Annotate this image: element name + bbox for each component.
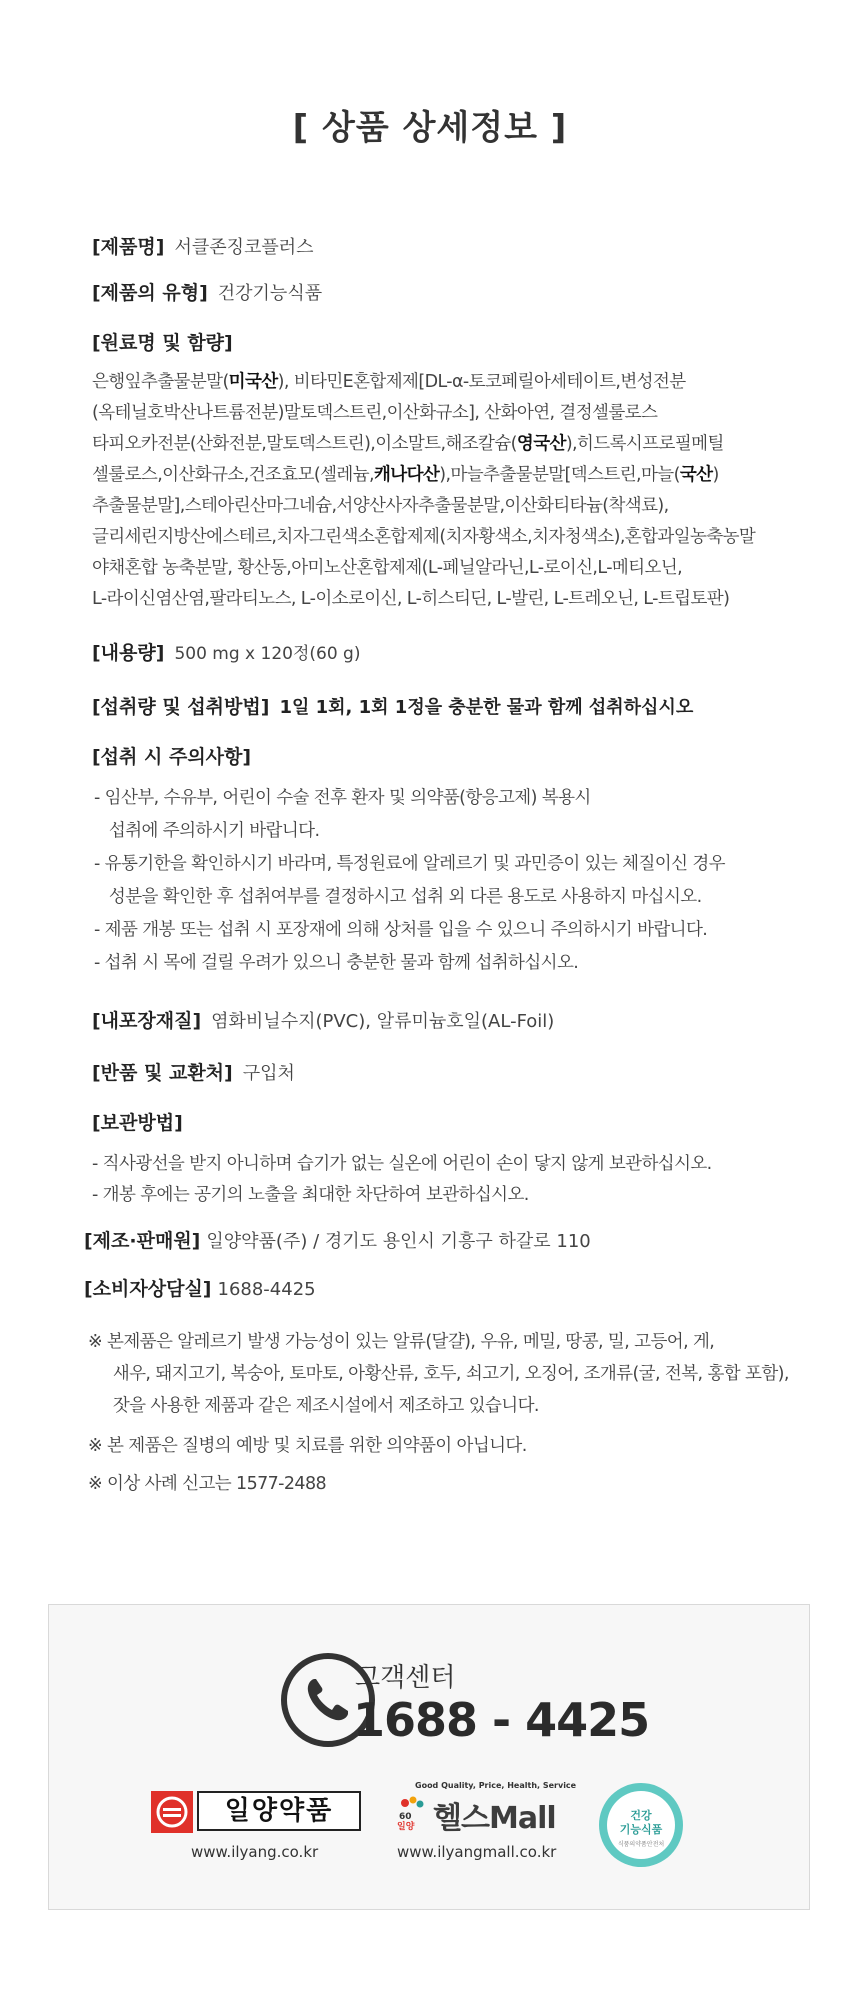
ilyang-url[interactable]: www.ilyang.co.kr <box>191 1843 319 1861</box>
health-functional-food-seal <box>599 1783 683 1867</box>
content-amount-row <box>92 638 812 665</box>
note-line: ※ 본 제품은 질병의 예방 및 치료를 위한 의약품이 아닙니다. <box>88 1436 527 1456</box>
ingredient-text: 은행잎추출물분말( <box>92 372 229 392</box>
ingredients-line <box>92 492 669 517</box>
ilyang-mall-url[interactable]: www.ilyangmall.co.kr <box>397 1843 557 1861</box>
product-type-value: 건강기능식품 <box>217 283 323 304</box>
content-amount-label: [내용량] <box>92 642 165 664</box>
storage-line: - 직사광선을 받지 아니하며 습기가 없는 실온에 어린이 손이 닿지 않게 보관하십시오. <box>92 1154 712 1174</box>
product-name-value: 서클존징코플러스 <box>174 237 314 258</box>
ilyang-emblem-icon <box>151 1791 193 1833</box>
mall-tagline: Good Quality, Price, Health, Service <box>415 1781 577 1790</box>
customer-center-number[interactable]: 1688 - 4425 <box>353 1693 650 1747</box>
note-line: 새우, 돼지고기, 복숭아, 토마토, 아황산류, 호두, 쇠고기, 오징어, 조개류(굴, 전복, 홍합 포함), <box>88 1364 789 1384</box>
content-amount-value: 500 mg x 120정(60 g) <box>174 644 361 664</box>
packaging-value: 염화비닐수지(PVC), 알류미늄호일(AL-Foil) <box>211 1011 555 1032</box>
manufacturer-row <box>84 1226 804 1253</box>
manufacturer-value: 일양약품(주) / 경기도 용인시 기흥구 하갈로 110 <box>206 1231 591 1252</box>
returns-label: [반품 및 교환처] <box>92 1062 233 1084</box>
ingredient-text: ),마늘추출물분말[덱스트린,마늘( <box>439 465 680 485</box>
seal-line2: 기능식품 <box>619 1823 663 1836</box>
consumer-counsel-value: 1688-4425 <box>217 1279 316 1300</box>
storage-label: [보관방법] <box>92 1112 183 1134</box>
ingredient-text: 셀룰로스,이산화규소,건조효모(셀레늄, <box>92 465 374 485</box>
ingredient-text: 타피오카전분(산화전분,말토덱스트린),이소말트,해조칼슘( <box>92 434 517 454</box>
ingredient-text: (옥테닐호박산나트륨전분)말토덱스트린,이산화규소], 산화아연, 결정셀룰로스 <box>92 403 658 423</box>
ingredient-text: L-라이신염산염,팔라티노스, L-이소로이신, L-히스티딘, L-발린, L-트레오닌, L-트립토판) <box>92 589 730 609</box>
ingredient-origin: 국산 <box>679 465 713 485</box>
ilyang-logo-text: 일양약품 <box>197 1791 361 1831</box>
precaution-line: 성분을 확인한 후 섭취여부를 결정하시고 섭취 외 다른 용도로 사용하지 마십시오. <box>94 887 702 907</box>
consumer-counsel-row <box>84 1274 804 1301</box>
precaution-line: - 제품 개봉 또는 섭취 시 포장재에 의해 상처를 입을 수 있으니 주의하시기 바랍니다. <box>94 920 708 940</box>
ingredients-line <box>92 554 682 579</box>
mall-name-english: Mall <box>488 1801 556 1836</box>
customer-center-box <box>48 1604 810 1910</box>
returns-row <box>92 1058 812 1085</box>
intake-row <box>92 692 812 719</box>
precaution-line: 섭취에 주의하시기 바랍니다. <box>94 821 320 841</box>
ingredient-text: 추출물분말],스테아린산마그네슘,서양산사자추출물분말,이산화티타늄(착색료), <box>92 496 669 516</box>
packaging-row <box>92 1006 812 1033</box>
svg-text:60: 60 <box>399 1812 412 1822</box>
ingredient-text: 야채혼합 농축분말, 황산동,아미노산혼합제제(L-페닐알라닌,L-로이신,L-메티오닌, <box>92 558 683 578</box>
customer-center-label: 고객센터 <box>355 1663 456 1693</box>
mall-brand-small: 일양 <box>397 1822 415 1832</box>
ingredients-line <box>92 430 724 455</box>
intake-label: [섭취량 및 섭취방법] <box>92 696 270 718</box>
ingredient-origin: 캐나다산 <box>374 465 440 485</box>
product-type-row <box>92 278 812 305</box>
ingredients-line <box>92 523 755 548</box>
ingredient-text: ), 비타민E혼합제제[DL-α-토코페릴아세테이트,변성전분 <box>277 372 686 392</box>
note-line: ※ 본제품은 알레르기 발생 가능성이 있는 알류(달걀), 우유, 메밀, 땅콩, 밀, 고등어, 게, <box>88 1332 715 1352</box>
ingredients-label: [원료명 및 함량] <box>92 332 233 354</box>
intake-value: 1일 1회, 1회 1정을 충분한 물과 함께 섭취하십시오 <box>279 697 694 718</box>
ilyang-logo[interactable] <box>151 1791 365 1833</box>
ingredients-line <box>92 368 686 393</box>
note-line: ※ 이상 사례 신고는 1577-2488 <box>88 1474 327 1494</box>
product-name-label: [제품명] <box>92 236 165 258</box>
mall-name <box>433 1793 556 1837</box>
note-line: 잣을 사용한 제품과 같은 제조시설에서 제조하고 있습니다. <box>88 1396 539 1416</box>
precautions-label: [섭취 시 주의사항] <box>92 746 252 768</box>
manufacturer-label: [제조·판매원] <box>84 1230 201 1252</box>
ingredient-text: ) <box>712 465 719 485</box>
product-name-row <box>92 232 812 259</box>
product-type-label: [제품의 유형] <box>92 282 208 304</box>
page-title: [ 상품 상세정보 ] <box>292 108 568 148</box>
ingredient-text: ),히드록시프로필메틸 <box>565 434 724 454</box>
ingredient-origin: 미국산 <box>228 372 278 392</box>
storage-line: - 개봉 후에는 공기의 노출을 최대한 차단하여 보관하십시오. <box>92 1185 529 1205</box>
returns-value: 구입처 <box>242 1063 295 1084</box>
ingredients-line <box>92 461 719 486</box>
mall-name-korean: 헬스 <box>433 1801 489 1836</box>
packaging-label: [내포장재질] <box>92 1010 202 1032</box>
consumer-counsel-label: [소비자상담실] <box>84 1278 212 1300</box>
precaution-line: - 섭취 시 목에 걸릴 우려가 있으니 충분한 물과 함께 섭취하십시오. <box>94 953 579 973</box>
ilyang-mall-logo[interactable] <box>397 1781 577 1837</box>
seal-line1: 건강 <box>630 1809 652 1822</box>
ingredients-line <box>92 585 729 610</box>
precaution-line: - 임산부, 수유부, 어린이 수술 전후 환자 및 의약품(항응고제) 복용시 <box>94 788 591 808</box>
precaution-line: - 유통기한을 확인하시기 바라며, 특정원료에 알레르기 및 과민증이 있는 체질이신 경우 <box>94 854 725 874</box>
ingredients-line <box>92 399 657 424</box>
ingredient-origin: 영국산 <box>516 434 566 454</box>
mall-emblem-icon <box>397 1795 427 1832</box>
ingredient-text: 글리세린지방산에스테르,치자그린색소혼합제제(치자황색소,치자청색소),혼합과일농축농말 <box>92 527 756 547</box>
seal-line3: 식품의약품안전처 <box>617 1841 665 1848</box>
